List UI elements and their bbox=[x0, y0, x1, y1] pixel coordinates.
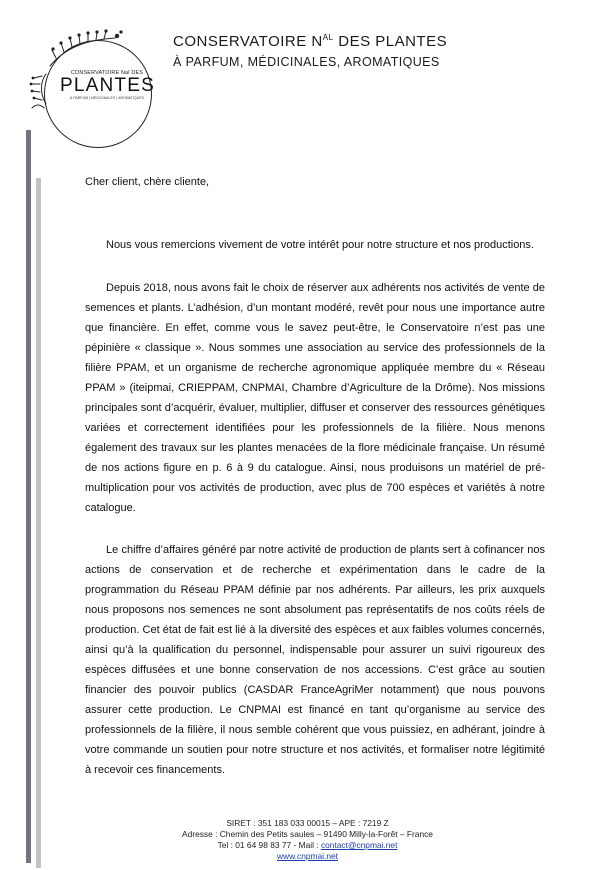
letterhead-subtitle: À PARFUM, MÉDICINALES, AROMATIQUES bbox=[173, 55, 440, 69]
email-link[interactable]: contact@cnpmai.net bbox=[320, 840, 398, 850]
logo-line1: CONSERVATOIRE Nal DES bbox=[70, 70, 144, 76]
cnpmai-logo bbox=[20, 18, 160, 146]
paragraph-membership: Depuis 2018, nous avons fait le choix de réserver aux adhérents nos activités de vente de semences et plants. L’adhésion, d’un montant modéré, revêt pour nous une importance autre que financière. En effet, comme vous le savez peut-être, le Conservatoire n’est pas une pépinière « classique ». Nous sommes une association au service des professionnels de la filière PPAM, et un organisme de recherche agronomique appliquée membre du « Réseau PPAM » (iteipmai, CRIEPPAM, CNPMAI, Chambre d’Agriculture de la Drôme). Nos missions principales sont d’acquérir, évaluer, multiplier, diffuser et conserver des ressources génétiques variées et correctement identifiées pour les professionnels de la filière. Nous menons également des travaux sur les plantes menacées de la flore médicinale française. Un résumé de nos actions figure en p. 6 à 9 du catalogue. Ainsi, nous produisons un matériel de pré-multiplication pour vos activités de production, avec plus de 700 espèces et variétés à notre catalogue. bbox=[85, 282, 545, 514]
side-bar-light bbox=[36, 178, 41, 868]
letterhead-title: CONSERVATOIRE $N^{AL}$ DES PLANTES bbox=[173, 33, 448, 50]
side-bar-dark bbox=[26, 130, 31, 863]
website-link[interactable]: www.cnpmai.net bbox=[277, 851, 338, 861]
footer-tel: Tel : 01 64 98 83 77 - Mail : bbox=[217, 840, 321, 850]
footer-address: Adresse : Chemin des Petits saules – 91490 Milly-la-Forêt – France bbox=[182, 829, 433, 839]
letterhead bbox=[173, 33, 447, 69]
footer-siret: SIRET : 351 183 033 00015 – APE : 7219 Z bbox=[226, 818, 389, 828]
logo-line2: PLANTES bbox=[60, 75, 155, 96]
letter-body bbox=[85, 172, 545, 780]
footer-contact bbox=[0, 840, 615, 851]
footer bbox=[0, 818, 615, 862]
logo-line3: À PARFUM | MÉDICINALES | AROMATIQUES bbox=[70, 96, 144, 100]
greeting: Cher client, chère cliente, bbox=[85, 176, 210, 188]
paragraph-financing: Le chiffre d’affaires généré par notre activité de production de plants sert à cofinancer nos actions de conservation et de recherche et expérimentation dans le cadre de la programmation du Réseau PPAM définie par nos adhérents. Par ailleurs, les prix auxquels nous proposons nos semences ne sont absolument pas représentatifs de nos coûts réels de production. Cet état de fait est lié à la diversité des espèces et aux faibles volumes concernés, ainsi qu’à la qualification du personnel, indispensable pour assurer un suivi rigoureux des espèces diffusées et une bonne conservation de nos accessions. C’est grâce au soutien financier des pouvoir publics (CASDAR FranceAgriMer notamment) que nous pouvons assurer cette production. Le CNPMAI est financé en tant qu’organisme au service des professionnels de la filière, il nous semble cohérent que vous puissiez, en adhérant, joindre à votre commande un soutien pour notre structure et nos activités, et formaliser notre légitimité à recevoir ces financements. bbox=[85, 544, 545, 776]
paragraph-thanks: Nous vous remercions vivement de votre intérêt pour notre structure et nos productions. bbox=[106, 239, 534, 251]
logo-text bbox=[60, 70, 154, 100]
